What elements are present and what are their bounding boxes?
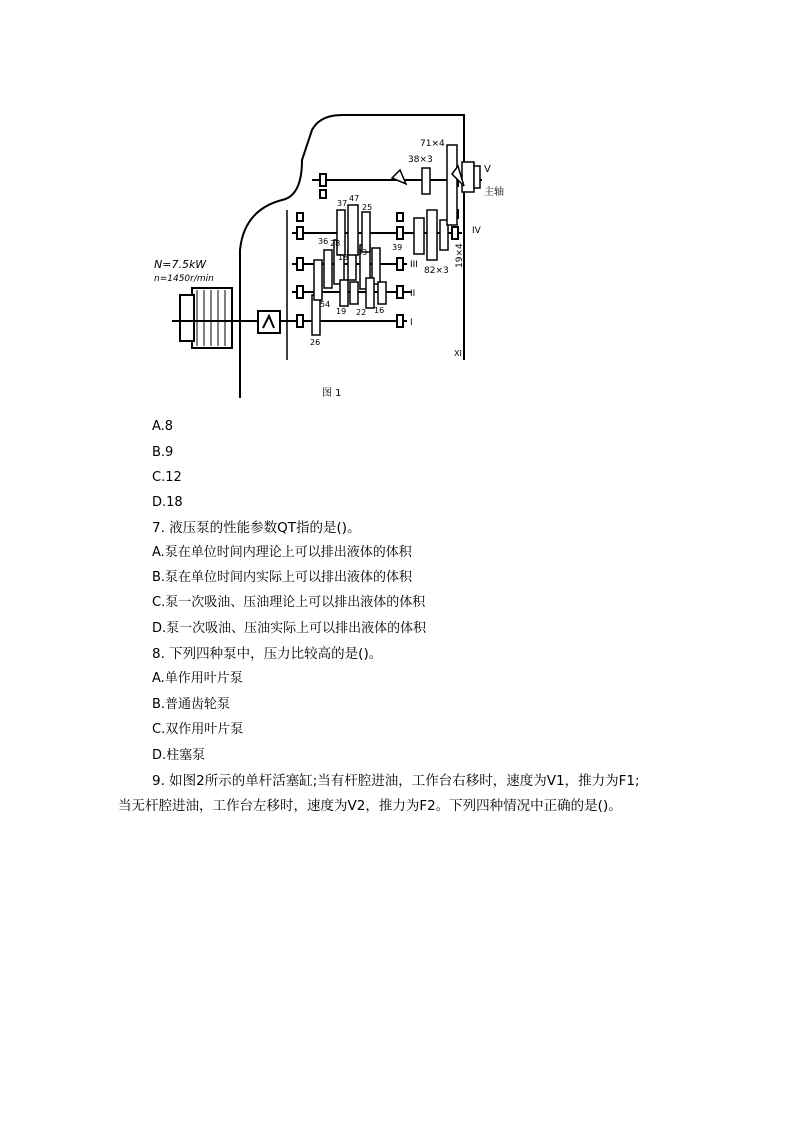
- power-label: N=7.5kW: [154, 258, 207, 271]
- option-q6-a: A.8: [152, 419, 174, 434]
- option-q7-a: A.泵在单位时间内理论上可以排出液体的体积: [152, 545, 412, 560]
- speed-label: n=1450r/min: [154, 274, 214, 284]
- num-36: 36: [318, 237, 329, 246]
- option-q8-d: D.柱塞泵: [152, 748, 206, 763]
- num-19: 19: [336, 307, 347, 316]
- gear-label-82x3: 82×3: [424, 266, 449, 276]
- gearbox-diagram: [152, 100, 512, 400]
- option-q8-a: A.单作用叶片泵: [152, 671, 243, 686]
- num-37: 37: [337, 199, 348, 208]
- gear-label-71x4: 71×4: [420, 139, 445, 149]
- question-8-stem: 8. 下列四种泵中，压力比较高的是()。: [152, 646, 383, 662]
- option-q6-d: D.18: [152, 495, 183, 510]
- option-q6-b: B.9: [152, 445, 174, 460]
- figure-caption: 图 1: [322, 388, 342, 399]
- question-9-line2: 当无杆腔进油，工作台左移时，速度为V2，推力为F2。下列四种情况中正确的是()。: [118, 798, 622, 814]
- option-q8-c: C.双作用叶片泵: [152, 722, 244, 737]
- question-9-line1: 9. 如图2所示的单杆活塞缸;当有杆腔进油，工作台右移时，速度为V1，推力为F1;: [152, 773, 640, 789]
- option-q6-c: C.12: [152, 470, 182, 485]
- label-III: III: [410, 260, 418, 270]
- label-I: I: [410, 318, 413, 328]
- option-q7-c: C.泵一次吸油、压油理论上可以排出液体的体积: [152, 595, 426, 610]
- label-II: II: [410, 289, 416, 299]
- question-7-stem: 7. 液压泵的性能参数QT指的是()。: [152, 520, 361, 536]
- num-39: 39: [392, 243, 403, 252]
- label-V: V: [484, 164, 491, 175]
- num-16: 16: [374, 306, 385, 315]
- gear-label-19x4: 19×4: [455, 243, 465, 268]
- gear-label-38x3: 38×3: [408, 155, 433, 165]
- option-q7-b: B.泵在单位时间内实际上可以排出液体的体积: [152, 570, 413, 585]
- option-q7-d: D.泵一次吸油、压油实际上可以排出液体的体积: [152, 621, 427, 636]
- num-25: 25: [362, 203, 373, 212]
- label-spindle: 主轴: [484, 187, 504, 198]
- label-XI: XI: [454, 349, 462, 358]
- option-q8-b: B.普通齿轮泵: [152, 697, 231, 712]
- num-47: 47: [349, 194, 360, 203]
- label-IV: IV: [472, 226, 481, 236]
- num-28: 28: [330, 239, 341, 248]
- num-54: 54: [320, 300, 331, 309]
- num-26: 26: [310, 338, 321, 347]
- num-22: 22: [356, 308, 367, 317]
- num-33: 33: [357, 248, 368, 257]
- num-18a: 18: [338, 253, 349, 262]
